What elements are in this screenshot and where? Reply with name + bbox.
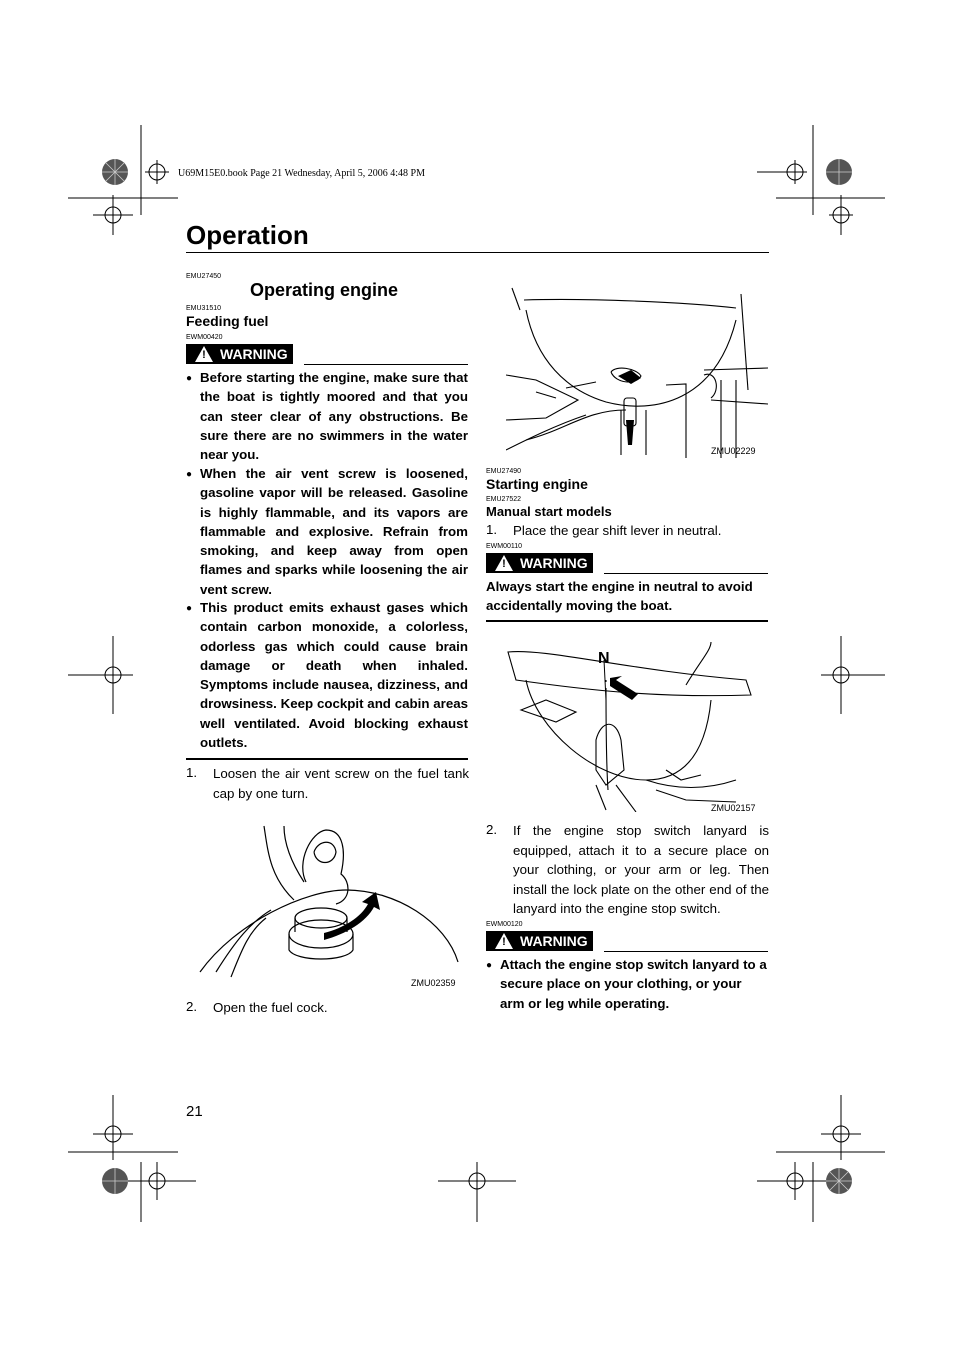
title-rule	[186, 252, 769, 253]
warning-end-rule	[486, 620, 768, 622]
warning-label: WARNING	[520, 555, 588, 571]
bullet-icon: ●	[186, 373, 193, 384]
subsection-heading: Starting engine	[486, 476, 588, 492]
warning-rule	[304, 364, 468, 365]
figure-label: ZMU02229	[711, 446, 756, 456]
warning-code: EWM00120	[486, 921, 523, 928]
subsection-heading: Feeding fuel	[186, 313, 269, 329]
step-number: 1.	[186, 765, 198, 780]
book-info: U69M15E0.book Page 21 Wednesday, April 5, 2006 4:48 PM	[178, 168, 425, 179]
bullet-icon: ●	[186, 603, 193, 614]
neutral-marker: N	[598, 650, 610, 667]
gear-shift-illustration	[506, 640, 768, 812]
subsection-code: EMU31510	[186, 305, 222, 312]
bullet-icon: ●	[186, 469, 193, 480]
warning-code: EWM00110	[486, 543, 523, 550]
warning-code: EWM00420	[186, 334, 223, 341]
page-number: 21	[186, 1103, 203, 1120]
subsection-code: EMU27522	[486, 496, 522, 503]
warning-rule	[604, 951, 768, 952]
section-code: EMU27490	[486, 468, 522, 475]
step-text: Place the gear shift lever in neutral.	[513, 523, 722, 538]
page-title: Operation	[186, 220, 309, 250]
figure-label: ZMU02157	[711, 803, 756, 813]
step-number: 1.	[486, 522, 498, 537]
step-text: If the engine stop switch lanyard is equipped, attach it to a secure place on your clothing, or your arm or leg. Then install the lock plate on the other end of the lanyard into the engine stop switch.	[513, 823, 769, 916]
warning-label: WARNING	[520, 933, 588, 949]
step-number: 2.	[486, 822, 498, 837]
step-text: Loosen the air vent screw on the fuel tank cap by one turn.	[213, 766, 469, 801]
warning-rule	[604, 573, 768, 574]
step-number: 2.	[186, 999, 198, 1014]
warning-bullet: Before starting the engine, make sure that the boat is tightly moored and that you can steer clear of any obstructions. Be sure there are no swimmers in the water near you.	[200, 370, 468, 463]
section-heading: Operating engine	[250, 280, 399, 300]
warning-label: WARNING	[220, 346, 288, 362]
step-text: Open the fuel cock.	[213, 1000, 328, 1015]
subsubsection-heading: Manual start models	[486, 504, 612, 519]
fuel-cock-illustration	[506, 280, 768, 458]
fuel-tank-cap-illustration	[196, 822, 466, 982]
warning-end-rule	[186, 758, 468, 760]
warning-bullet: Attach the engine stop switch lanyard to a secure place on your clothing, or your arm or leg while operating.	[500, 957, 767, 1011]
warning-bullet: This product emits exhaust gases which contain carbon monoxide, a colorless, odorless gas which could cause brain damage or death when inhaled. Symptoms include nausea, dizziness, and drowsiness. Keep cockpit and cabin areas well ventilated. Avoid blocking exhaust outlets.	[200, 600, 468, 751]
warning-bullet: When the air vent screw is loosened, gasoline vapor will be released. Gasoline is highly flammable, and its vapors are flammable and explosive. Refrain from smoking, and keep away from open flames and sparks while loosening the air vent screw.	[200, 466, 468, 597]
figure-label: ZMU02359	[411, 978, 456, 988]
section-code: EMU27450	[186, 273, 222, 280]
bullet-icon: ●	[486, 960, 493, 971]
warning-text: Always start the engine in neutral to avoid accidentally moving the boat.	[486, 579, 753, 614]
